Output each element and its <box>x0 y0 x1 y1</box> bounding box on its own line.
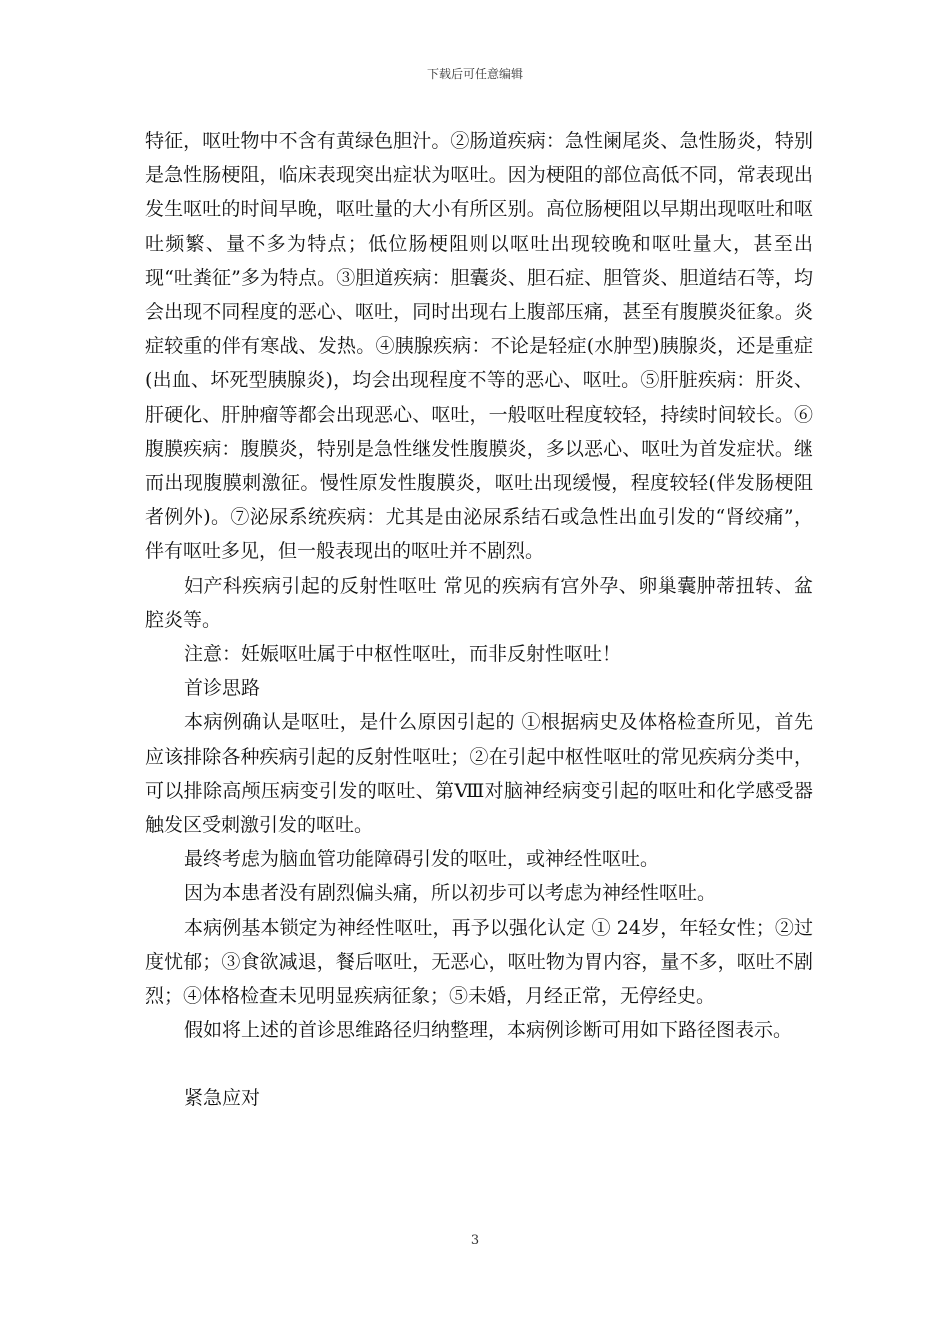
section-heading-emergency-response: 紧急应对 <box>184 1087 261 1110</box>
section-heading-initial-diagnosis: 首诊思路 <box>184 677 261 700</box>
page-header: 下载后可任意编辑 <box>426 67 523 81</box>
paragraph-case-cause: 本病例确认是呕吐，是什么原因引起的 ①根据病史及体格检查所见，首先应该排除各种疾病引起的反射性呕吐；②在引起中枢性呕吐的常见疾病分类中，可以排除高颅压病变引发的呕吐、第Ⅷ对脑神经病变引起的呕吐和化学感受器触发区受刺激引发的呕吐。 <box>145 711 813 837</box>
paragraph-digestive-diseases: 特征，呕吐物中不含有黄绿色胆汁。②肠道疾病：急性阑尾炎、急性肠炎，特别是急性肠梗阻，临床表现突出症状为呕吐。因为梗阻的部位高低不同，常表现出发生呕吐的时间早晚，呕吐量的大小有所区别。高位肠梗阻以早期出现呕吐和呕吐频繁、量不多为特点；低位肠梗阻则以呕吐出现较晚和呕吐量大，甚至出现“吐粪征”多为特点。③胆道疾病：胆囊炎、胆石症、胆管炎、胆道结石等，均会出现不同程度的恶心、呕吐，同时出现右上腹部压痛，甚至有腹膜炎征象。炎症较重的伴有寒战、发热。④胰腺疾病：不论是轻症(水肿型)胰腺炎，还是重症(出血、坏死型胰腺炎)，均会出现程度不等的恶心、呕吐。⑤肝脏疾病：肝炎、肝硬化、肝肿瘤等都会出现恶心、呕吐，一般呕吐程度较轻，持续时间较长。⑥腹膜疾病：腹膜炎，特别是急性继发性腹膜炎，多以恶心、呕吐为首发症状。继而出现腹膜刺激征。慢性原发性腹膜炎，呕吐出现缓慢，程度较轻(伴发肠梗阻者例外)。⑦泌尿系统疾病：尤其是由泌尿系结石或急性出血引发的“肾绞痛”，伴有呕吐多见，但一般表现出的呕吐并不剧烈。 <box>145 130 813 563</box>
page-number: 3 <box>470 1233 480 1248</box>
paragraph-final-consideration: 最终考虑为脑血管功能障碍引发的呕吐，或神经性呕吐。 <box>184 848 660 871</box>
paragraph-pathway-summary: 假如将上述的首诊思维路径归纳整理，本病例诊断可用如下路径图表示。 <box>184 1019 793 1042</box>
paragraph-pregnancy-note: 注意：妊娠呕吐属于中枢性呕吐，而非反射性呕吐！ <box>184 643 622 666</box>
paragraph-gynecologic-vomiting: 妇产科疾病引起的反射性呕吐 常见的疾病有宫外孕、卵巢囊肿蒂扭转、盆腔炎等。 <box>145 574 813 631</box>
paragraph-confirmation-points: 本病例基本锁定为神经性呕吐，再予以强化认定 ① 24岁，年轻女性；②过度忧郁；③食欲减退，餐后呕吐，无恶心，呕吐物为胃内容，量不多，呕吐不剧烈；④体格检查未见明显疾病征象；⑤未婚，月经正常，无停经史。 <box>145 916 813 1008</box>
document-body <box>145 124 813 1116</box>
paragraph-neurogenic-vomiting: 因为本患者没有剧烈偏头痛，所以初步可以考虑为神经性呕吐。 <box>184 882 717 905</box>
